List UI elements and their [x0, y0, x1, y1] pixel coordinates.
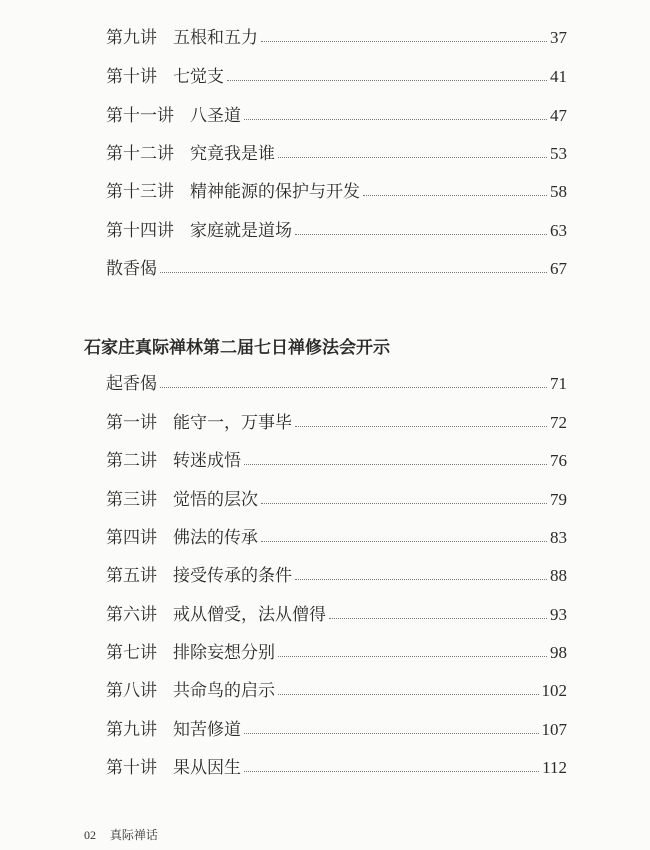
lecture-number: 第七讲 [106, 643, 157, 663]
lecture-number: 第十一讲 [106, 106, 174, 126]
lecture-number: 第十三讲 [106, 182, 174, 202]
dot-leader [363, 194, 547, 196]
dot-leader [295, 578, 547, 580]
entry-title: 五根和五力 [173, 28, 258, 48]
toc-entry [106, 441, 567, 471]
lecture-number: 第一讲 [106, 413, 157, 433]
toc-entry [106, 172, 567, 202]
page-number: 41 [550, 67, 567, 86]
dot-leader [261, 40, 547, 42]
dot-leader [261, 540, 547, 542]
entry-title: 能守一，万事毕 [173, 413, 292, 433]
entry-title: 转迷成悟 [173, 451, 241, 471]
page-number: 58 [550, 182, 567, 201]
lecture-number: 第九讲 [106, 28, 157, 48]
lecture-number: 第三讲 [106, 490, 157, 510]
lecture-number: 第四讲 [106, 528, 157, 548]
page-number: 67 [550, 259, 567, 278]
dot-leader [295, 233, 547, 235]
toc-entry [106, 748, 567, 778]
page-number: 72 [550, 413, 567, 432]
entry-title: 共命鸟的启示 [173, 681, 275, 701]
footer-page-number: 02 [84, 828, 96, 842]
toc-entry [106, 480, 567, 510]
dot-leader [244, 732, 539, 734]
page-number: 102 [541, 681, 567, 700]
entry-title: 七觉支 [173, 67, 224, 87]
dot-leader [227, 79, 547, 81]
lecture-number: 第六讲 [106, 605, 157, 625]
page-number: 47 [550, 106, 567, 125]
toc-entry [106, 556, 567, 586]
page-number: 83 [550, 528, 567, 547]
page-number: 93 [550, 605, 567, 624]
dot-leader [329, 617, 547, 619]
dot-leader [244, 770, 539, 772]
page-number: 107 [541, 720, 567, 739]
dot-leader [261, 502, 547, 504]
entry-title: 散香偈 [106, 259, 157, 279]
toc-entry [106, 671, 567, 701]
lecture-number: 第十二讲 [106, 144, 174, 164]
toc-entry [106, 134, 567, 164]
page-footer [84, 826, 158, 843]
lecture-number: 第九讲 [106, 720, 157, 740]
toc-entry [106, 633, 567, 663]
entry-title: 究竟我是谁 [190, 144, 275, 164]
entry-title: 八圣道 [190, 106, 241, 126]
entry-title: 知苦修道 [173, 720, 241, 740]
page-number: 53 [550, 144, 567, 163]
entry-title: 戒从僧受，法从僧得 [173, 605, 326, 625]
lecture-number: 第五讲 [106, 566, 157, 586]
dot-leader [160, 386, 547, 388]
toc-entry [106, 364, 567, 394]
toc-entry [106, 518, 567, 548]
entry-title: 排除妄想分别 [173, 643, 275, 663]
toc-entry [106, 57, 567, 87]
toc-entry [106, 403, 567, 433]
entry-title: 精神能源的保护与开发 [190, 182, 360, 202]
toc-entry [106, 595, 567, 625]
lecture-number: 第十四讲 [106, 221, 174, 241]
dot-leader [244, 118, 547, 120]
dot-leader [278, 156, 547, 158]
toc-entry [106, 18, 567, 48]
entry-title: 家庭就是道场 [190, 221, 292, 241]
lecture-number: 第二讲 [106, 451, 157, 471]
section-title: 石家庄真际禅林第二届七日禅修法会开示 [84, 338, 390, 358]
page-number: 63 [550, 221, 567, 240]
toc-entry [106, 211, 567, 241]
dot-leader [278, 693, 539, 695]
page-number: 112 [542, 758, 567, 777]
footer-book-title: 真际禅话 [109, 828, 158, 842]
dot-leader [278, 655, 547, 657]
entry-title: 接受传承的条件 [173, 566, 292, 586]
entry-title: 觉悟的层次 [173, 490, 258, 510]
lecture-number: 第十讲 [106, 67, 157, 87]
page-number: 37 [550, 28, 567, 47]
dot-leader [295, 425, 547, 427]
toc-entry [106, 96, 567, 126]
toc-entry [106, 249, 567, 279]
page-number: 98 [550, 643, 567, 662]
page-number: 76 [550, 451, 567, 470]
entry-title: 果从因生 [173, 758, 241, 778]
page-number: 88 [550, 566, 567, 585]
lecture-number: 第十讲 [106, 758, 157, 778]
dot-leader [160, 271, 547, 273]
dot-leader [244, 463, 547, 465]
entry-title: 起香偈 [106, 374, 157, 394]
lecture-number: 第八讲 [106, 681, 157, 701]
entry-title: 佛法的传承 [173, 528, 258, 548]
page-number: 79 [550, 490, 567, 509]
toc-entry [106, 710, 567, 740]
page-number: 71 [550, 374, 567, 393]
